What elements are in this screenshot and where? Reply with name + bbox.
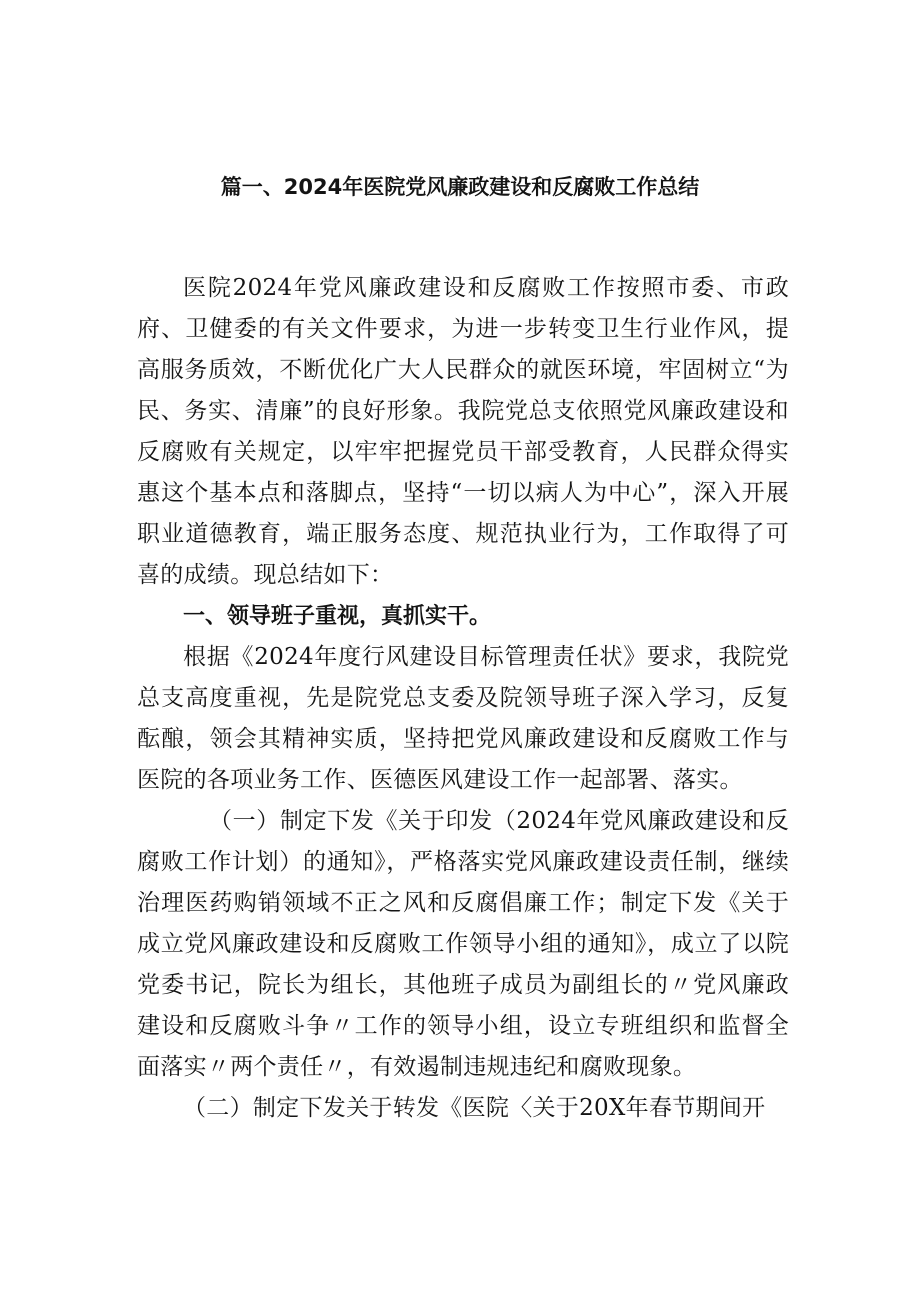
item-2-paragraph: （二）制定下发关于转发《医院〈关于20X年春节期间开 [183, 1095, 766, 1121]
intro-paragraph: 医院2024年党风廉政建设和反腐败工作按照市委、市政府、卫健委的有关文件要求，为进一步转变卫生行业作风，提高服务质效，不断优化广大人民群众的就医环境，牢固树立“为民、务实、清廉”的良好形象。我院党总支依照党风廉政建设和反腐败有关规定，以牢牢把握党员干部受教育，人民群众得实惠这个基本点和落脚点，坚持“一切以病人为中心”，深入开展职业道德教育，端正服务态度、规范执业行为，工作取得了可喜的成绩。现总结如下： [137, 275, 789, 588]
section-1-heading: 一、领导班子重视，真抓实干。 [183, 604, 492, 629]
document-title: 篇一、2024年医院党风廉政建设和反腐败工作总结 [220, 175, 700, 199]
document-body [137, 268, 789, 1129]
section-1-paragraph: 根据《2024年度行风建设目标管理责任状》要求，我院党总支高度重视，先是院党总支委及院领导班子深入学习，反复酝酿，领会其精神实质，坚持把党风廉政建设和反腐败工作与医院的各项业务工作、医德医风建设工作一起部署、落实。 [137, 644, 789, 793]
item-1-paragraph: （一）制定下发《关于印发（2024年党风廉政建设和反腐败工作计划）的通知》，严格落实党风廉政建设责任制，继续治理医药购销领域不正之风和反腐倡廉工作；制定下发《关于成立党风廉政建设和反腐败工作领导小组的通知》，成立了以院党委书记，院长为组长，其他班子成员为副组长的〃党风廉政建设和反腐败斗争〃工作的领导小组，设立专班组织和监督全面落实〃两个责任〃，有效遏制违规违纪和腐败现象。 [137, 808, 789, 1080]
